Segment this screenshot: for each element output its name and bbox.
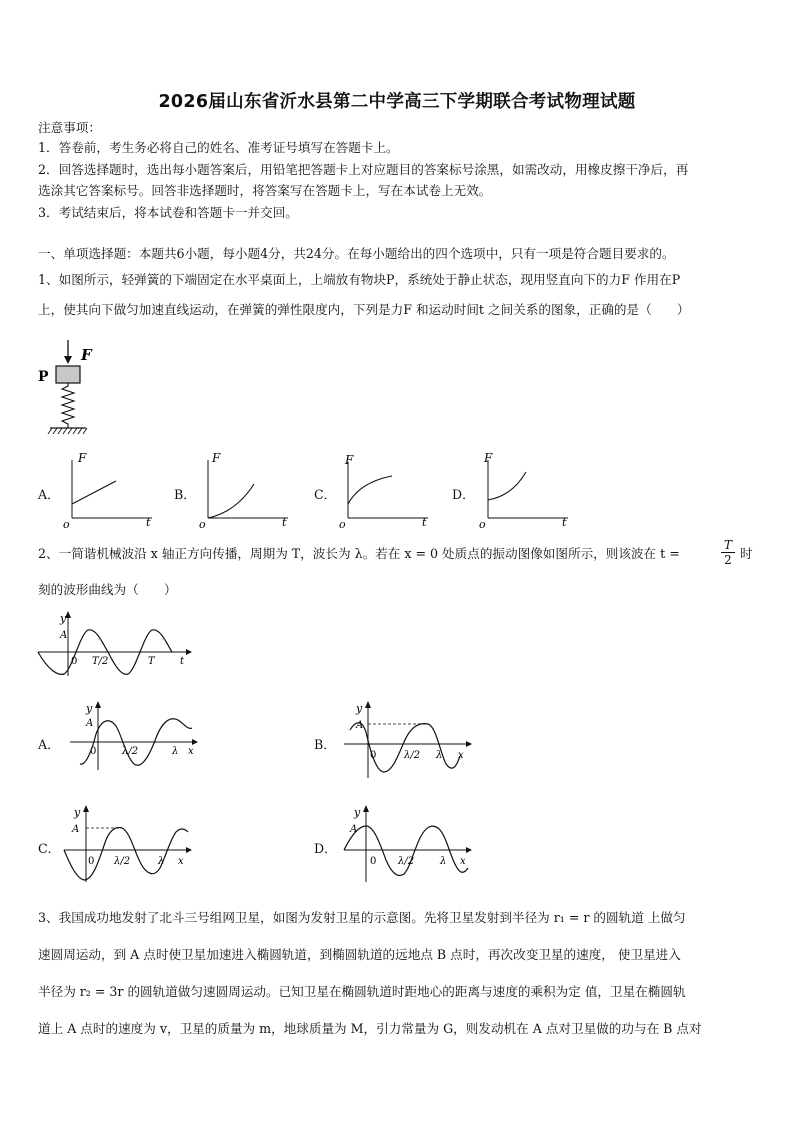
svg-text:λ/2: λ/2 [404,750,421,761]
q2-option-a-label[interactable]: A． [38,737,60,752]
q1-option-b-graph[interactable] [196,452,296,530]
q2-text-line1: 2、一简谐机械波沿 x 轴正方向传播，周期为 T，波长为 λ。若在 x = 0 处质点的振动图像如图所示，则该波在 t = [38,546,680,561]
q3-text-line1: 3、我国成功地发射了北斗三号组网卫星，如图为发射卫星的示意图。先将卫星发射到半径为 r₁ = r 的圆轨道 上做匀 [38,910,686,925]
svg-text:F: F [345,453,354,467]
svg-text:T/2: T/2 [92,656,109,667]
q2-text-line2: 刻的波形曲线为（ ） [38,582,177,597]
svg-text:F: F [484,452,493,465]
svg-text:A: A [60,630,68,641]
svg-text:λ: λ [172,746,179,757]
svg-text:o: o [63,518,70,530]
svg-text:o: o [199,518,206,530]
svg-text:λ/2: λ/2 [114,856,131,867]
svg-text:t: t [422,516,427,529]
svg-text:t: t [562,516,567,529]
q1-option-d-label[interactable]: D． [452,487,475,502]
svg-text:x: x [458,750,464,761]
svg-text:x: x [460,856,466,867]
svg-text:y: y [86,702,93,715]
svg-text:A: A [86,718,94,729]
svg-text:λ/2: λ/2 [398,856,415,867]
svg-text:0: 0 [370,856,377,867]
svg-text:0: 0 [71,656,78,667]
svg-text:t: t [146,516,151,529]
q2-option-b-graph[interactable] [340,700,480,780]
q3-text-line4: 道上 A 点时的速度为 v，卫星的质量为 m，地球质量为 M，引力常量为 G，则发动机在 A 点对卫星做的功与在 B 点对 [38,1021,702,1036]
q2-option-c-graph[interactable] [60,804,200,886]
svg-text:F: F [78,452,87,465]
section-heading: 一、单项选择题：本题共6小题，每小题4分，共24分。在每小题给出的四个选项中，只有一项是符合题目要求的。 [38,246,675,261]
notice-heading: 注意事项： [38,120,101,135]
svg-text:y: y [74,806,81,819]
q3-text-line2: 速圆周运动，到 A 点时使卫星加速进入椭圆轨道，到椭圆轨道的远地点 B 点时，再次改变卫星的速度， 使卫星进入 [38,947,681,962]
svg-text:T: T [148,656,155,667]
q2-option-c-label[interactable]: C． [38,841,61,856]
svg-text:A: A [72,824,80,835]
q2-option-d-graph[interactable] [340,804,480,886]
block-label: P [38,369,49,385]
svg-text:0: 0 [88,856,95,867]
notice-item-2: 2．回答选择题时，选出每小题答案后，用铅笔把答题卡上对应题目的答案标号涂黑，如需改动，用橡皮擦干净后，再 [38,162,689,177]
q1-spring-figure [36,338,106,440]
svg-text:t: t [180,656,185,667]
svg-text:y: y [354,806,361,819]
svg-text:A: A [356,720,364,731]
q2-option-d-label[interactable]: D． [314,841,337,856]
q1-text-line1: 1、如图所示，轻弹簧的下端固定在水平桌面上，上端放有物块P，系统处于静止状态，现用竖直向下的力F 作用在P [38,272,681,287]
q1-option-c-label[interactable]: C． [314,487,337,502]
q2-option-a-graph[interactable] [66,700,206,772]
force-label: F [81,346,92,364]
q3-text-line3: 半径为 r₂ = 3r 的圆轨道做匀速圆周运动。已知卫星在椭圆轨道时距地心的距离与速度的乘积为定 值，卫星在椭圆轨 [38,984,686,999]
svg-text:o: o [479,518,486,530]
svg-text:x: x [178,856,184,867]
svg-text:o: o [339,518,346,530]
q1-option-a-label[interactable]: A． [38,487,60,502]
svg-text:λ: λ [158,856,165,867]
svg-text:0: 0 [370,750,377,761]
notice-item-3: 3．考试结束后，将本试卷和答题卡一并交回。 [38,205,298,220]
svg-text:x: x [188,746,194,757]
q2-fraction: T 2 [721,538,735,567]
q1-option-d-graph[interactable] [476,452,576,530]
q1-option-c-graph[interactable] [336,452,436,530]
svg-text:y: y [60,612,67,625]
svg-text:λ/2: λ/2 [122,746,139,757]
svg-text:λ: λ [440,856,447,867]
svg-text:y: y [356,702,363,715]
q2-vibration-graph [36,610,196,680]
notice-item-2-cont: 选涂其它答案标号。回答非选择题时，将答案写在答题卡上，写在本试卷上无效。 [38,183,492,198]
svg-text:F: F [212,452,221,465]
notice-item-1: 1．答卷前，考生务必将自己的姓名、准考证号填写在答题卡上。 [38,140,399,155]
svg-text:λ: λ [436,750,443,761]
q1-option-a-graph[interactable] [60,452,160,530]
q2-text-line1-end: 时 [740,546,753,561]
q1-text-line2: 上，使其向下做匀加速直线运动，在弹簧的弹性限度内，下列是力F 和运动时间t 之间关系的图象，正确的是（ ） [38,302,690,317]
svg-text:A: A [350,824,358,835]
q1-option-b-label[interactable]: B． [174,487,196,502]
q2-option-b-label[interactable]: B． [314,737,336,752]
page-title: 2026届山东省沂水县第二中学高三下学期联合考试物理试题 [158,92,636,112]
svg-text:t: t [282,516,287,529]
svg-text:0: 0 [90,746,97,757]
